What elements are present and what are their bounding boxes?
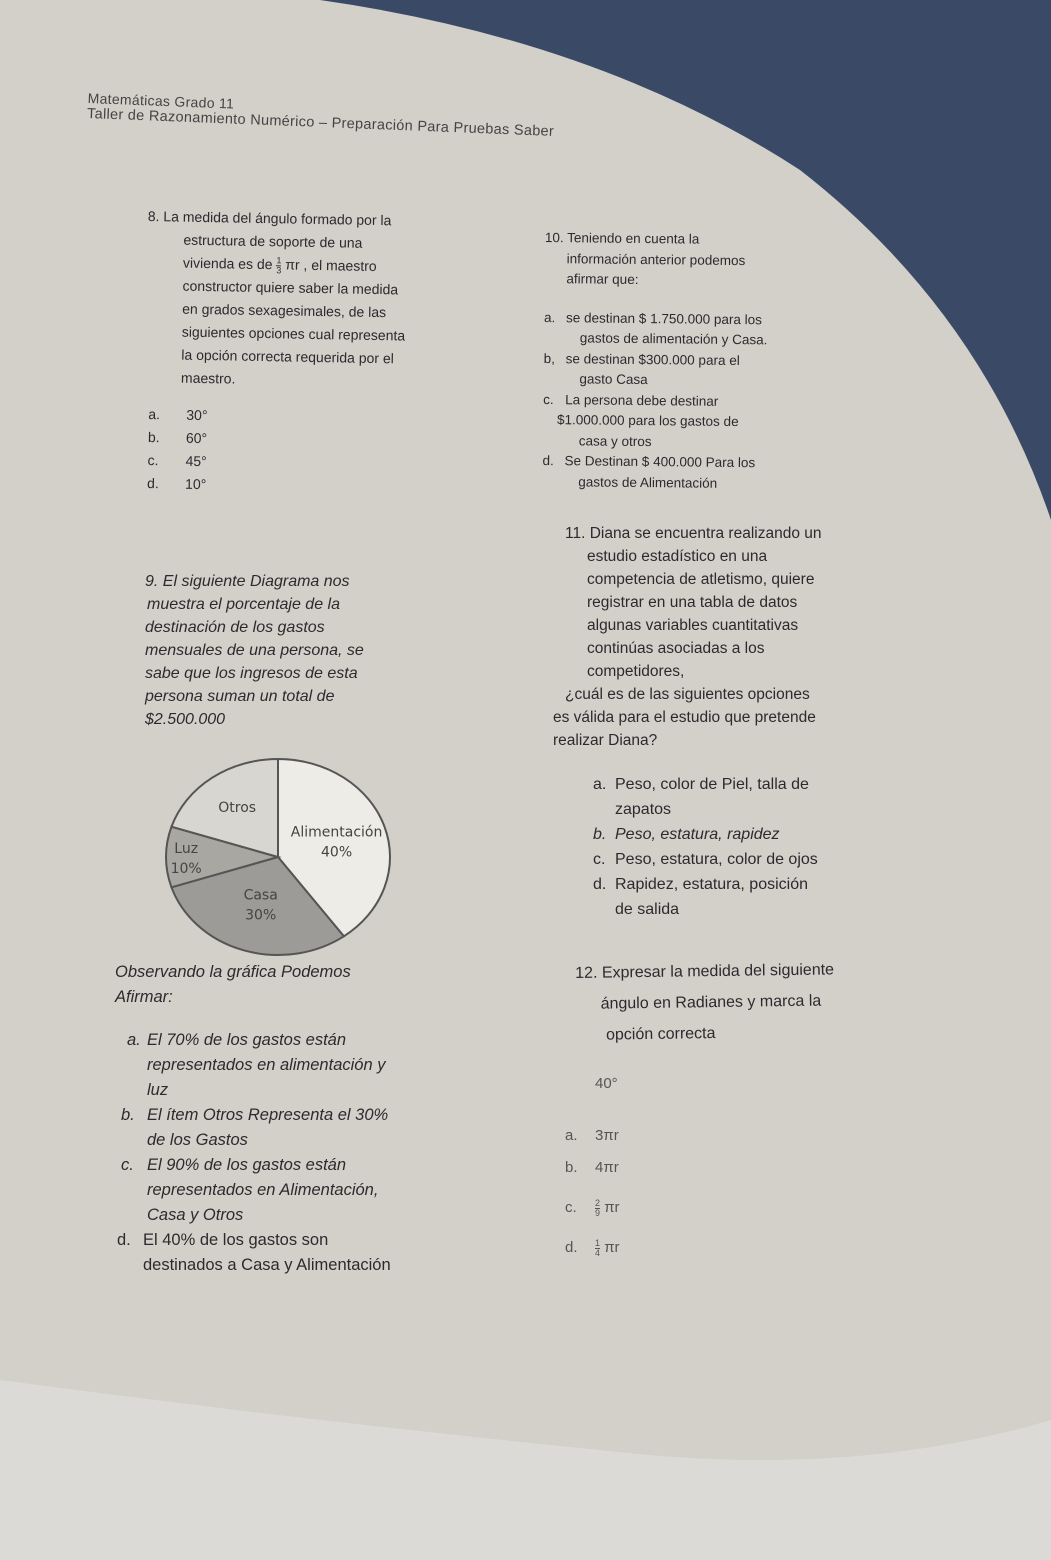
q11-line: registrar en una tabla de datos bbox=[587, 594, 798, 611]
q10-line: información anterior podemos bbox=[566, 250, 746, 268]
q12-angle: 40° bbox=[595, 1075, 618, 1092]
q8-line: en grados sexagesimales, de las bbox=[182, 300, 387, 321]
q12-option-c[interactable]: c. $\frac{2}{9}$ πr bbox=[565, 1197, 620, 1218]
q9-line: mensuales de una persona, se bbox=[145, 642, 364, 659]
pie-value-label: 40% bbox=[321, 844, 353, 861]
q9-after-line: Observando la gráfica Podemos bbox=[115, 963, 351, 981]
q9-line: muestra el porcentaje de la bbox=[147, 596, 340, 613]
q8-line: constructor quiere saber la medida bbox=[182, 277, 399, 298]
q9-line: destinación de los gastos bbox=[145, 619, 325, 636]
q8-option-c[interactable]: c. 45° bbox=[147, 452, 207, 470]
question-9 bbox=[145, 570, 364, 731]
q10-line: afirmar que: bbox=[566, 271, 639, 287]
q8-line: la opción correcta requerida por el bbox=[181, 346, 394, 367]
pie-label: Casa bbox=[243, 887, 278, 904]
course-title: Matemáticas Grado 11 bbox=[87, 90, 235, 112]
q12-line: 12. Expresar la medida del siguiente bbox=[575, 961, 835, 982]
q12-line: ángulo en Radianes y marca la bbox=[600, 992, 822, 1013]
q11-option-d[interactable]: d. Rapidez, estatura, posición de salida bbox=[593, 876, 808, 918]
expense-pie-chart bbox=[150, 755, 400, 960]
q8-option-a[interactable]: a. 30° bbox=[148, 406, 208, 424]
q10-option-a[interactable]: a. se destinan $ 1.750.000 para los gastos de alimentación y Casa. bbox=[543, 309, 768, 348]
question-9-options bbox=[115, 960, 391, 1278]
q8-option-b[interactable]: b. 60° bbox=[147, 429, 208, 447]
pie-value-label: 30% bbox=[245, 907, 277, 924]
q11-line: algunas variables cuantitativas bbox=[587, 617, 799, 634]
q11-line: continúas asociadas a los bbox=[587, 640, 765, 657]
q11-line: estudio estadístico en una bbox=[587, 548, 768, 565]
q11-line: realizar Diana? bbox=[553, 732, 658, 749]
worksheet-title: Taller de Razonamiento Numérico – Preparación Para Pruebas Saber bbox=[86, 105, 555, 140]
q12-option-a[interactable]: a. 3πr bbox=[565, 1127, 619, 1144]
q11-line: competidores, bbox=[587, 663, 685, 680]
q12-option-d[interactable]: d. $\frac{1}{4}$ πr bbox=[565, 1237, 620, 1258]
q8-line: vivienda es de $\frac{1}{3}$ πr , el maestro bbox=[182, 254, 377, 276]
q8-line: 8. La medida del ángulo formado por la bbox=[147, 207, 392, 229]
q11-line: competencia de atletismo, quiere bbox=[587, 571, 815, 588]
q8-option-d[interactable]: d. 10° bbox=[147, 475, 207, 493]
q9-line: sabe que los ingresos de esta bbox=[145, 665, 358, 682]
q10-option-c[interactable]: c. La persona debe destinar $1.000.000 para los gastos de casa y otros bbox=[543, 391, 739, 449]
q12-option-b[interactable]: b. 4πr bbox=[565, 1159, 619, 1176]
q9-option-a[interactable]: a. El 70% de los gastos están representados en alimentación y luz bbox=[127, 1031, 386, 1099]
q8-line: maestro. bbox=[180, 369, 236, 387]
q12-line: opción correcta bbox=[605, 1025, 716, 1044]
q11-option-b[interactable]: b. Peso, estatura, rapidez bbox=[593, 826, 780, 843]
q10-option-d[interactable]: d. Se Destinan $ 400.000 Para los gastos de Alimentación bbox=[542, 452, 756, 491]
q11-option-c[interactable]: c. Peso, estatura, color de ojos bbox=[593, 851, 818, 868]
pie-label: Alimentación bbox=[290, 824, 383, 841]
q12-options bbox=[565, 1120, 620, 1264]
q11-line: 11. Diana se encuentra realizando un bbox=[565, 525, 822, 542]
question-11 bbox=[553, 522, 822, 922]
q9-option-d[interactable]: d. El 40% de los gastos son destinados a Casa y Alimentación bbox=[117, 1231, 391, 1274]
q9-option-c[interactable]: c. El 90% de los gastos están representados en Alimentación, Casa y Otros bbox=[121, 1156, 379, 1224]
q8-line: siguientes opciones cual representa bbox=[181, 323, 406, 344]
question-8 bbox=[143, 205, 407, 499]
pie-label: Luz bbox=[174, 841, 199, 857]
pie-label: Otros bbox=[218, 799, 257, 816]
fraction: $\frac{1}{3}$ bbox=[276, 255, 282, 276]
q9-line: 9. El siguiente Diagrama nos bbox=[145, 573, 350, 590]
q11-line: ¿cuál es de las siguientes opciones bbox=[565, 686, 810, 703]
q11-option-a[interactable]: a. Peso, color de Piel, talla de zapatos bbox=[593, 776, 809, 818]
q11-line: es válida para el estudio que pretende bbox=[553, 709, 816, 726]
pie-value-label: 10% bbox=[170, 861, 202, 877]
q9-option-b[interactable]: b. El ítem Otros Representa el 30% de los Gastos bbox=[121, 1106, 389, 1149]
q9-line: persona suman un total de bbox=[145, 688, 335, 705]
question-10 bbox=[542, 228, 768, 494]
q10-option-b[interactable]: b, se destinan $300.000 para el gasto Casa bbox=[543, 350, 740, 388]
q10-line: 10. Teniendo en cuenta la bbox=[544, 229, 700, 247]
q9-line: $2.500.000 bbox=[145, 711, 226, 728]
q8-line: estructura de soporte de una bbox=[183, 231, 363, 251]
q9-after-line: Afirmar: bbox=[115, 988, 173, 1006]
question-12 bbox=[575, 954, 835, 1051]
